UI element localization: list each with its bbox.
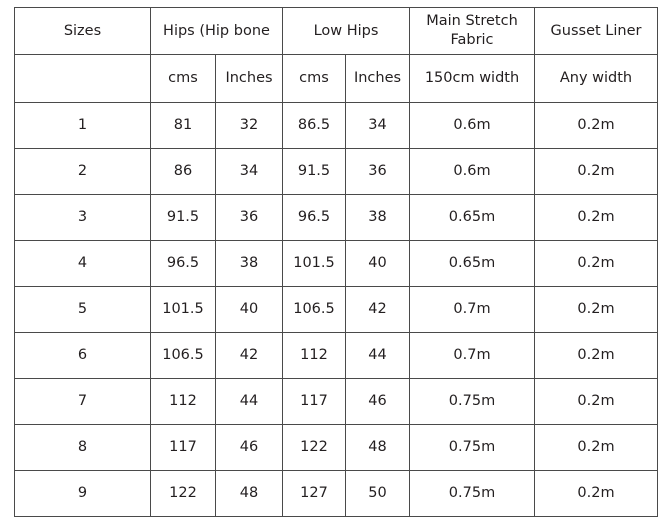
table-row xyxy=(15,103,658,149)
cell-hips-cm: 106.5 xyxy=(151,333,216,379)
unit-hips-cm: cms xyxy=(151,55,216,103)
cell-size: 4 xyxy=(15,241,151,287)
cell-low-hips-cm: 91.5 xyxy=(283,149,346,195)
cell-hips-cm: 101.5 xyxy=(151,287,216,333)
header-low-hips: Low Hips xyxy=(283,8,410,55)
unit-main-width: 150cm width xyxy=(410,55,535,103)
cell-main-fabric: 0.6m xyxy=(410,149,535,195)
units-size-empty xyxy=(15,55,151,103)
cell-low-hips-cm: 117 xyxy=(283,379,346,425)
table-row xyxy=(15,287,658,333)
header-gusset-liner: Gusset Liner xyxy=(535,8,658,55)
unit-gusset-width: Any width xyxy=(535,55,658,103)
cell-hips-inches: 36 xyxy=(216,195,283,241)
header-main-stretch-line1: Main Stretch xyxy=(426,13,518,29)
cell-low-hips-inches: 36 xyxy=(346,149,410,195)
cell-low-hips-inches: 34 xyxy=(346,103,410,149)
cell-hips-inches: 32 xyxy=(216,103,283,149)
table-row xyxy=(15,379,658,425)
table-row xyxy=(15,425,658,471)
cell-gusset-liner: 0.2m xyxy=(535,241,658,287)
cell-size: 1 xyxy=(15,103,151,149)
cell-main-fabric: 0.65m xyxy=(410,241,535,287)
cell-main-fabric: 0.75m xyxy=(410,379,535,425)
cell-main-fabric: 0.6m xyxy=(410,103,535,149)
table-row xyxy=(15,241,658,287)
cell-hips-cm: 96.5 xyxy=(151,241,216,287)
table-row xyxy=(15,333,658,379)
cell-size: 9 xyxy=(15,471,151,517)
cell-hips-cm: 86 xyxy=(151,149,216,195)
header-row xyxy=(15,8,658,55)
cell-main-fabric: 0.75m xyxy=(410,425,535,471)
cell-gusset-liner: 0.2m xyxy=(535,379,658,425)
cell-gusset-liner: 0.2m xyxy=(535,103,658,149)
header-main-stretch-line2: Fabric xyxy=(450,32,494,48)
cell-low-hips-cm: 86.5 xyxy=(283,103,346,149)
cell-hips-inches: 40 xyxy=(216,287,283,333)
cell-hips-inches: 46 xyxy=(216,425,283,471)
cell-hips-inches: 42 xyxy=(216,333,283,379)
cell-low-hips-cm: 101.5 xyxy=(283,241,346,287)
cell-low-hips-inches: 46 xyxy=(346,379,410,425)
cell-hips-cm: 122 xyxy=(151,471,216,517)
header-hips: Hips (Hip bone xyxy=(151,8,283,55)
cell-low-hips-cm: 122 xyxy=(283,425,346,471)
cell-hips-inches: 34 xyxy=(216,149,283,195)
cell-size: 8 xyxy=(15,425,151,471)
cell-hips-cm: 112 xyxy=(151,379,216,425)
cell-gusset-liner: 0.2m xyxy=(535,333,658,379)
cell-size: 5 xyxy=(15,287,151,333)
cell-gusset-liner: 0.2m xyxy=(535,149,658,195)
cell-low-hips-inches: 38 xyxy=(346,195,410,241)
size-chart-table xyxy=(14,7,658,517)
units-row xyxy=(15,55,658,103)
cell-size: 3 xyxy=(15,195,151,241)
cell-main-fabric: 0.75m xyxy=(410,471,535,517)
unit-low-hips-inches: Inches xyxy=(346,55,410,103)
cell-size: 2 xyxy=(15,149,151,195)
cell-low-hips-cm: 127 xyxy=(283,471,346,517)
cell-low-hips-inches: 48 xyxy=(346,425,410,471)
cell-size: 6 xyxy=(15,333,151,379)
cell-low-hips-inches: 50 xyxy=(346,471,410,517)
cell-main-fabric: 0.65m xyxy=(410,195,535,241)
cell-low-hips-cm: 106.5 xyxy=(283,287,346,333)
unit-low-hips-cm: cms xyxy=(283,55,346,103)
cell-hips-cm: 91.5 xyxy=(151,195,216,241)
table-row xyxy=(15,149,658,195)
cell-gusset-liner: 0.2m xyxy=(535,287,658,333)
unit-hips-inches: Inches xyxy=(216,55,283,103)
header-main-stretch-fabric xyxy=(410,8,535,55)
cell-main-fabric: 0.7m xyxy=(410,333,535,379)
cell-hips-cm: 117 xyxy=(151,425,216,471)
cell-hips-inches: 48 xyxy=(216,471,283,517)
table-row xyxy=(15,195,658,241)
cell-low-hips-inches: 44 xyxy=(346,333,410,379)
cell-gusset-liner: 0.2m xyxy=(535,195,658,241)
cell-gusset-liner: 0.2m xyxy=(535,471,658,517)
cell-low-hips-inches: 42 xyxy=(346,287,410,333)
header-sizes: Sizes xyxy=(15,8,151,55)
cell-low-hips-cm: 112 xyxy=(283,333,346,379)
cell-hips-cm: 81 xyxy=(151,103,216,149)
table-row xyxy=(15,471,658,517)
cell-main-fabric: 0.7m xyxy=(410,287,535,333)
cell-hips-inches: 38 xyxy=(216,241,283,287)
cell-hips-inches: 44 xyxy=(216,379,283,425)
cell-low-hips-inches: 40 xyxy=(346,241,410,287)
cell-size: 7 xyxy=(15,379,151,425)
cell-gusset-liner: 0.2m xyxy=(535,425,658,471)
cell-low-hips-cm: 96.5 xyxy=(283,195,346,241)
